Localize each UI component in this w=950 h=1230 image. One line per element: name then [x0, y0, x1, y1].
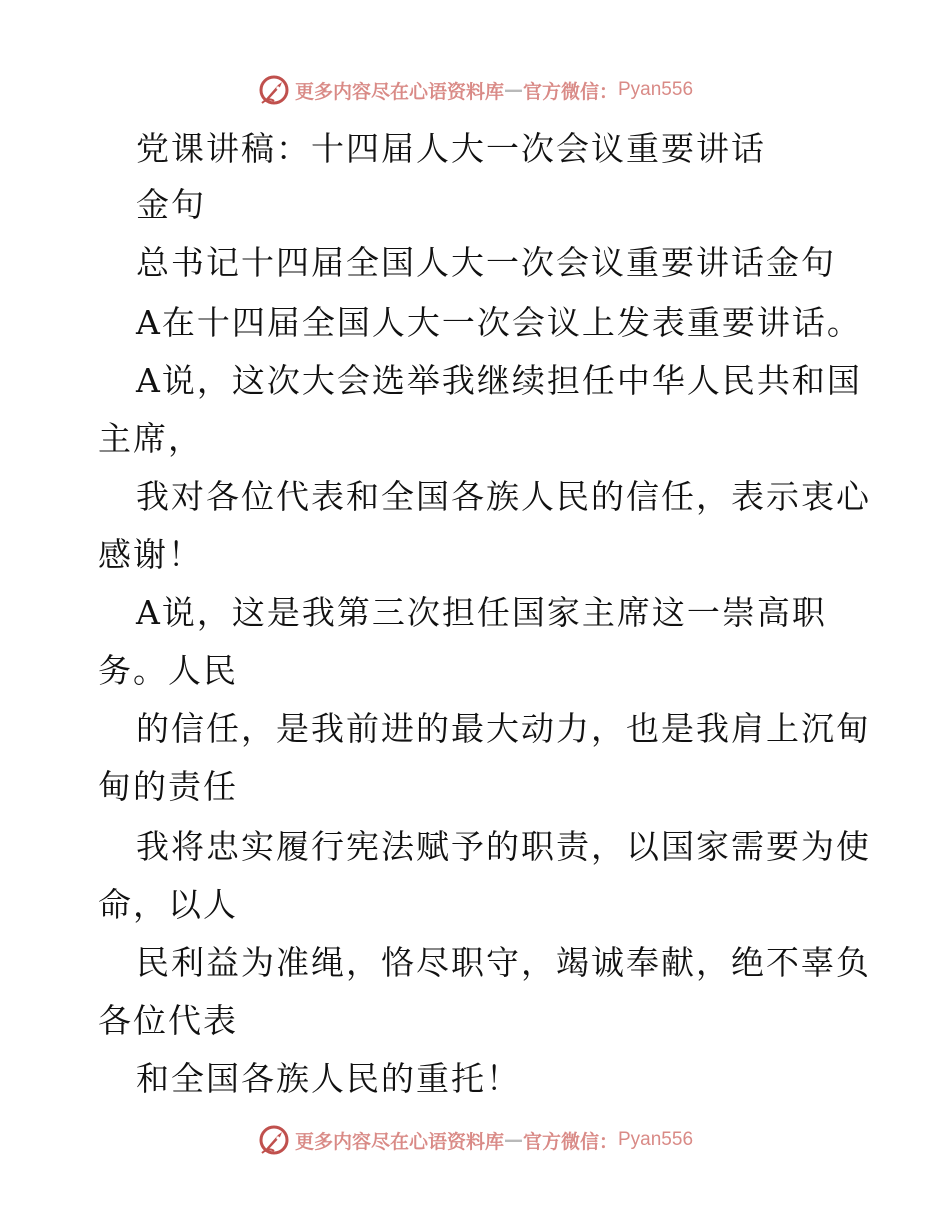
paragraph-line: A说，这是我第三次担任国家主席这一崇高职	[136, 593, 827, 632]
watermark-separator: —	[503, 79, 523, 101]
paragraph-line: 命，以人	[98, 885, 238, 924]
paragraph-line: 感谢！	[98, 535, 203, 574]
watermark-wechat-id: Pyan556	[618, 79, 694, 100]
paragraph-line: 我将忠实履行宪法赋予的职责，以国家需要为使	[136, 827, 871, 866]
pen-nib-circle-icon	[257, 73, 291, 107]
paragraph-line: 务。人民	[98, 651, 238, 690]
paragraph-line: 各位代表	[98, 1001, 238, 1040]
paragraph-line: 甸的责任	[98, 767, 238, 806]
watermark-wechat-id: Pyan556	[618, 1129, 694, 1150]
watermark-suffix: 官方微信：	[522, 1130, 618, 1153]
pen-nib-circle-icon	[257, 1123, 291, 1157]
header-watermark	[0, 70, 950, 110]
watermark-text: 更多内容尽在心语资料库	[294, 1130, 504, 1153]
paragraph-line: 民利益为准绳，恪尽职守，竭诚奉献，绝不辜负	[136, 943, 871, 982]
paragraph-line: A说，这次大会选举我继续担任中华人民共和国	[136, 361, 862, 400]
footer-watermark	[0, 1120, 950, 1160]
title-line-2: 金句	[136, 185, 206, 224]
watermark-suffix: 官方微信：	[522, 80, 618, 103]
paragraph-line: 总书记十四届全国人大一次会议重要讲话金句	[136, 243, 836, 282]
paragraph-line: 的信任，是我前进的最大动力，也是我肩上沉甸	[136, 709, 871, 748]
paragraph-line: 和全国各族人民的重托！	[136, 1059, 521, 1098]
paragraph-line: A在十四届全国人大一次会议上发表重要讲话。	[136, 303, 862, 342]
paragraph-line: 我对各位代表和全国各族人民的信任，表示衷心	[136, 477, 871, 516]
watermark-separator: —	[503, 1129, 523, 1151]
title-line-1: 党课讲稿：十四届人大一次会议重要讲话	[136, 129, 766, 168]
paragraph-line: 主席，	[98, 419, 203, 458]
watermark-text: 更多内容尽在心语资料库	[294, 80, 504, 103]
